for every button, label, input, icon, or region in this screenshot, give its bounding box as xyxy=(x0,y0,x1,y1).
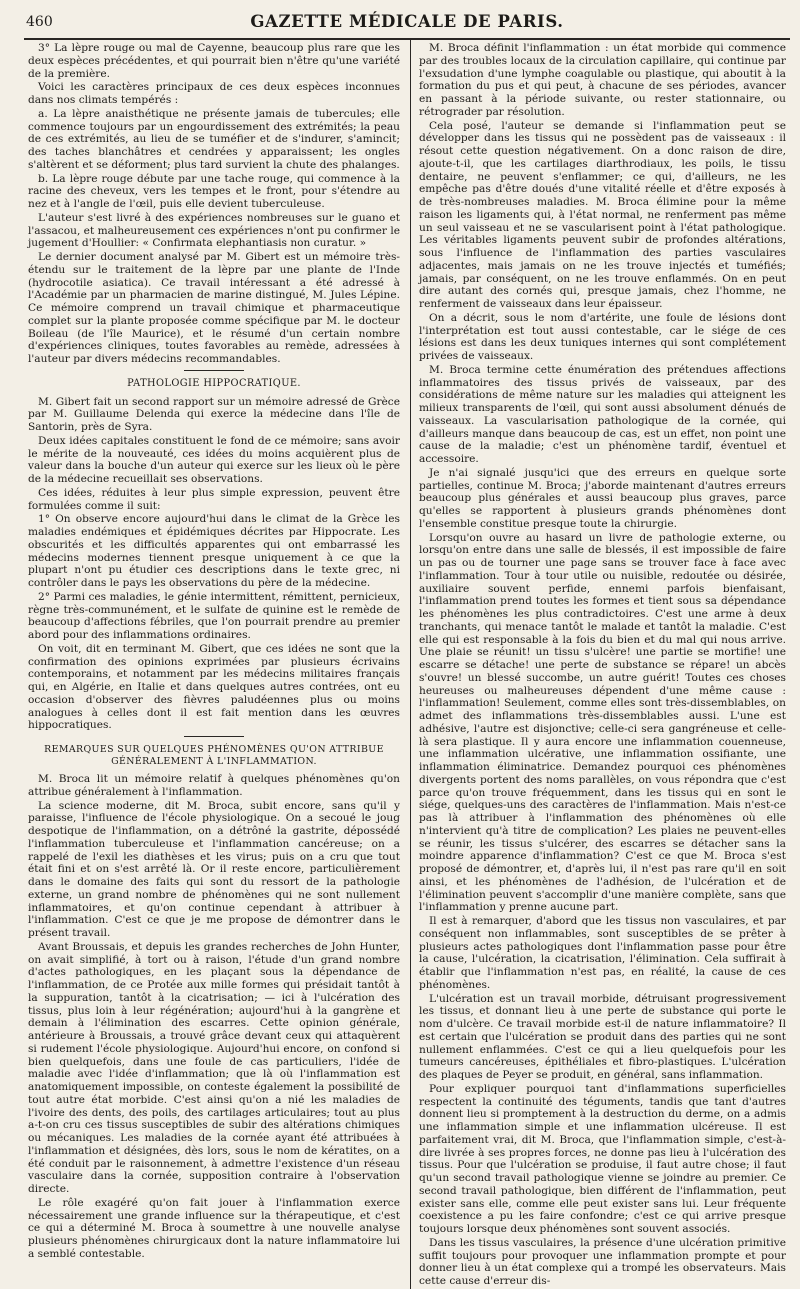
paragraph: Avant Broussais, et depuis les grandes recherches de John Hunter, on avait simplifié, à tort ou à raison, l'étude d'un grand nombre d'actes pathologiques, en les plaçant sous la dépendance de l'inflammation, de ce Protée aux mille formes qui présidait tantôt à la suppuration, tantôt à la cicatrisation; — ici à l'ulcération des tissus, plus loin à leur régénération; aujourd'hui à la gangrène et demain à l'élimination des escarres. Cette opinion générale, antérieure à Broussais, a trouvé grâce devant ceux qui attaquèrent si rudement l'école physiologique. Aujourd'hui encore, on confond si bien quelquefois, dans une foule de cas particuliers, l'idée de maladie avec l'idée d'inflammation; que là où l'inflammation est anatomiquement impossible, on conteste également la possibilité de tout autre état morbide. C'est ainsi qu'on a nié les maladies de l'ivoire des dents, des poils, des cartilages articulaires; tout au plus a-t-on cru ces tissus susceptibles de subir des altérations chimiques ou mécaniques. Les maladies de la cornée ayant été attribuées à l'inflammation et désignées, dès lors, sous le nom de kératites, on a été conduit par le raisonnement, à admettre l'existence d'un réseau vasculaire dans la cornée, supposition contraire à l'observation directe. xyxy=(28,940,400,1195)
paragraph: M. Broca termine cette énumération des prétendues affections inflammatoires des tissus privés de vaisseaux, par des considérations de même nature sur les maladies qui atteignent les milieux transparents de l'œil, qui sont aussi absolument dénués de vaisseaux. La vascularisation pathologique de la cornée, qui d'ailleurs manque dans beaucoup de cas, est un effet, non point une cause de la maladie; c'est un phénomène tardif, éventuel et accessoire. xyxy=(419,363,786,465)
paragraph: Pour expliquer pourquoi tant d'inflammations superficielles respectent la continuité des téguments, tandis que tant d'autres donnent lieu si promptement à la destruction du derme, on a admis une inflammation simple et une inflammation ulcéreuse. Il est parfaitement vrai, dit M. Broca, que l'inflammation simple, c'est-à-dire livrée à ses propres forces, ne donne pas lieu à l'ulcération des tissus. Pour que l'ulcération se produise, il faut autre chose; il faut qu'un second travail pathologique vienne se joindre au premier. Ce second travail pathologique, bien différent de l'inflammation, peut exister sans elle, comme elle peut exister sans lui. Leur fréquente coexistence a pu les faire confondre; c'est ce qui arrive presque toujours lorsque deux phénomènes sont souvent associés. xyxy=(419,1082,786,1235)
paragraph: a. La lèpre anaisthétique ne présente jamais de tubercules; elle commence toujours par un engourdissement des extrémités; la peau de ces extrémités, au lieu de se tuméfier et de s'indurer, s'amincit; des taches blanchâtres et cendrées y apparaissent; les ongles s'altèrent et se déforment; plus tard survient la chute des phalanges. xyxy=(28,107,400,171)
paragraph: Je n'ai signalé jusqu'ici que des erreurs en quelque sorte partielles, continue M. Broca; j'aborde maintenant d'autres erreurs beaucoup plus générales et aussi beaucoup plus graves, parce qu'elles se rapportent à plusieurs grands phénomènes dont l'ensemble constitue presque toute la chirurgie. xyxy=(419,466,786,530)
paragraph: Dans les tissus vasculaires, la présence d'une ulcération primitive suffit toujours pour provoquer une inflammation prompte et pour donner lieu à un état complexe qui a trompé les observateurs. Mais cette cause d'erreur dis- xyxy=(419,1236,786,1287)
paragraph: 1° On observe encore aujourd'hui dans le climat de la Grèce les maladies endémiques et épidémiques décrites par Hippocrate. Les obscurités et les difficultés apparentes qui ont embarrassé les médecins modernes tiennent presque uniquement à ce que la plupart n'ont pu étudier ces descriptions dans le texte grec, ni contrôler dans le pays les observations du père de la médecine. xyxy=(28,513,400,589)
section-heading: PATHOLOGIE HIPPOCRATIQUE. xyxy=(127,377,301,389)
paragraph: 3° La lèpre rouge ou mal de Cayenne, beaucoup plus rare que les deux espèces précédentes, et qui pourrait bien n'être qu'une variété de la première. xyxy=(28,42,400,80)
paragraph: M. Broca définit l'inflammation : un état morbide qui commence par des troubles locaux de la circulation capillaire, qui continue par l'exsudation d'une lymphe coagulable ou plastique, qui aboutit à la formation du pus et qui peut, à chacune de ses périodes, avancer en passant à la période suivante, ou rester stationnaire, ou rétrograder par résolution. xyxy=(419,42,786,118)
page-number: 460 xyxy=(26,14,53,30)
paragraph: L'ulcération est un travail morbide, détruisant progressivement les tissus, et donnant lieu à une perte de substance qui porte le nom d'ulcère. Ce travail morbide est-il de nature inflammatoire? Il est certain que l'ulcération se produit dans des parties qui ne sont nullement enflammées. C'est ce qui a lieu quelquefois pour les tumeurs cancéreuses, épithéliales et fibro-plastiques. L'ulcération des plaques de Peyer se produit, en général, sans inflammation. xyxy=(419,992,786,1081)
section-heading: REMARQUES SUR QUELQUES PHÉNOMÈNES QU'ON ATTRIBUE GÉNÉRALEMENT À L'INFLAMMATION. xyxy=(44,744,384,767)
left-column xyxy=(24,40,404,1289)
paragraph: On a décrit, sous le nom d'artérite, une foule de lésions dont l'interprétation est tout aussi contestable, car le siége de ces lésions est dans les deux tuniques internes qui sont complétement privées de vaisseaux. xyxy=(419,311,786,362)
paragraph: La science moderne, dit M. Broca, subit encore, sans qu'il y paraisse, l'influence de l'école physiologique. On a secoué le joug despotique de l'inflammation, on a détrôné la gastrite, dépossédé l'inflammation tuberculeuse et l'inflammation cancéreuse; on a rappelé de l'exil les diathèses et les virus; puis on a cru que tout était fini et on s'est arrêté là. Or il reste encore, particulièrement dans le domaine des faits qui sont du ressort de la pathologie externe, un grand nombre de phénomènes qui ne sont nullement inflammatoires, et qu'on continue cependant à attribuer à l'inflammation. C'est ce que je me propose de démontrer dans le présent travail. xyxy=(28,799,400,939)
article-columns xyxy=(24,40,790,1287)
paragraph: Il est à remarquer, d'abord que les tissus non vasculaires, et par conséquent non inflammables, sont susceptibles de se prêter à plusieurs actes pathologiques dont l'inflammation passe pour être la cause, l'ulcération, la cicatrisation, l'élimination. Cela suffirait à établir que l'inflammation n'est pas, en réalité, la cause de ces phénomènes. xyxy=(419,915,786,991)
page-header xyxy=(24,8,790,40)
paragraph: M. Broca lit un mémoire relatif à quelques phénomènes qu'on attribue généralement à l'inflammation. xyxy=(28,773,400,798)
right-column xyxy=(410,40,790,1289)
paragraph: Deux idées capitales constituent le fond de ce mémoire; sans avoir le mérite de la nouveauté, ces idées du moins acquièrent plus de valeur dans la bouche d'un auteur qui exerce sur les lieux où le père de la médecine recueillait ses observations. xyxy=(28,434,400,485)
paragraph: M. Gibert fait un second rapport sur un mémoire adressé de Grèce par M. Guillaume Delenda qui exerce la médecine dans l'île de Santorin, près de Syra. xyxy=(28,395,400,433)
paragraph: 2° Parmi ces maladies, le génie intermittent, rémittent, pernicieux, règne très-communément, et le sulfate de quinine est le remède de beaucoup d'affections fébriles, que l'on pourrait prendre au premier abord pour des inflammations ordinaires. xyxy=(28,590,400,641)
paragraph: Le rôle exagéré qu'on fait jouer à l'inflammation exerce nécessairement une grande influence sur la thérapeutique, et c'est ce qui a déterminé M. Broca à soumettre à une nouvelle analyse plusieurs phénomènes chirurgicaux dont la nature inflammatoire lui a semblé contestable. xyxy=(28,1196,400,1260)
section-divider xyxy=(184,370,244,371)
paragraph: On voit, dit en terminant M. Gibert, que ces idées ne sont que la confirmation des opinions exprimées par plusieurs écrivains contemporains, et notamment par les médecins militaires français qui, en Algérie, en Italie et dans quelques autres contrées, ont eu occasion d'observer des fièvres paludéennes plus ou moins analogues à celles dont il est fait mention dans les œuvres hippocratiques. xyxy=(28,642,400,732)
paragraph: Ces idées, réduites à leur plus simple expression, peuvent être formulées comme il suit: xyxy=(28,486,400,512)
journal-title: GAZETTE MÉDICALE DE PARIS. xyxy=(250,12,564,31)
paragraph: Cela posé, l'auteur se demande si l'inflammation peut se développer dans les tissus qui ne possèdent pas de vaisseaux : il résout cette question négativement. On a donc raison de dire, ajoute-t-il, que les cartilages diarthrodiaux, les poils, le tissu dentaire, ne peuvent s'enflammer; ce qui, d'ailleurs, ne les empêche pas d'être doués d'une vitalité réelle et d'être exposés à de très-nombreuses maladies. M. Broca élimine pour la même raison les ligaments qui, à l'état normal, ne renferment pas même un seul vaisseau et ne se vascularisent point à l'état pathologique. Les véritables ligaments peuvent subir de profondes altérations, sous l'influence de l'inflammation des parties vasculaires adjacentes, mais jamais on ne les trouve injectés et tuméfiés; jamais, par conséquent, on ne les trouve enflammés. On en peut dire autant des cornés qui, presque jamais, chez l'homme, ne renferment de vaisseaux dans leur épaisseur. xyxy=(419,119,786,310)
paragraph: Voici les caractères principaux de ces deux espèces inconnues dans nos climats tempérés : xyxy=(28,81,400,106)
paragraph: b. La lèpre rouge débute par une tache rouge, qui commence à la racine des cheveux, vers les tempes et le front, pour s'étendre au nez et à l'angle de l'œil, puis elle devient tuberculeuse. xyxy=(28,172,400,210)
paragraph: Le dernier document analysé par M. Gibert est un mémoire très-étendu sur le traitement de la lèpre par une plante de l'Inde (hydrocotile asiatica). Ce travail intéressant a été adressé à l'Académie par un pharmacien de marine distingué, M. Jules Lépine. Ce mémoire comprend un travail chimique et pharmaceutique complet sur la plante proposée comme spécifique par M. le docteur Boileau (de l'île Maurice), et le résumé d'un certain nombre d'expériences cliniques, toutes favorables au remède, adressées à l'auteur par divers médecins recommandables. xyxy=(28,251,400,365)
section-divider xyxy=(184,736,244,737)
paragraph: L'auteur s'est livré à des expériences nombreuses sur le guano et l'assacou, et malheureusement ces expériences n'ont pu confirmer le jugement d'Houllier: « Confirmata elephantiasis non curatur. » xyxy=(28,211,400,250)
paragraph: Lorsqu'on ouvre au hasard un livre de pathologie externe, ou lorsqu'on entre dans une salle de blessés, il est impossible de faire un pas ou de tourner une page sans se trouver face à face avec l'inflammation. Tour à tour utile ou nuisible, redoutée ou désirée, auxiliaire souvent perfide, ennemi parfois bienfaisant, l'inflammation prend toutes les formes et tient sous sa dépendance les phénomènes les plus contradictoires. C'est une arme à deux tranchants, qui menace tantôt le malade et tantôt la maladie. C'est elle qui est responsable à la fois du bien et du mal qui nous arrive. Une plaie se réunit! un tissu s'ulcère! une partie se mortifie! une escarre se détache! une perte de substance se répare! un abcès s'ouvre! un blessé succombe, un autre guérit! Toutes ces choses heureuses ou malheureuses dépendent d'une même cause : l'inflammation! Seulement, comme elles sont très-dissemblables, on admet des inflammations très-dissemblables aussi. L'une est adhésive, l'autre est disjonctive; celle-ci sera gangréneuse et celle-là sera plastique. Il y aura encore une inflammation couenneuse, une inflammation ulcérative, une inflammation ossifiante, une inflammation éliminatrice. Demandez pourquoi ces phénomènes divergents portent des noms parallèles, on vous répondra que c'est parce qu'on trouve fréquemment, dans les tissus qui en sont le siége, quelques-uns des caractères de l'inflammation. Mais n'est-ce pas là attribuer à l'inflammation des phénomènes où elle n'intervient qu'à titre de complication? Les plaies ne peuvent-elles se réunir, les tissus s'ulcérer, des escarres se détacher sans la moindre apparence d'inflammation? C'est ce que M. Broca s'est proposé de démontrer, et, d'après lui, il n'est pas rare qu'il en soit ainsi, et les phénomènes de l'adhésion, de l'ulcération et de l'élimination peuvent s'accomplir d'une manière complète, sans que l'inflammation y prenne aucune part. xyxy=(419,531,786,914)
